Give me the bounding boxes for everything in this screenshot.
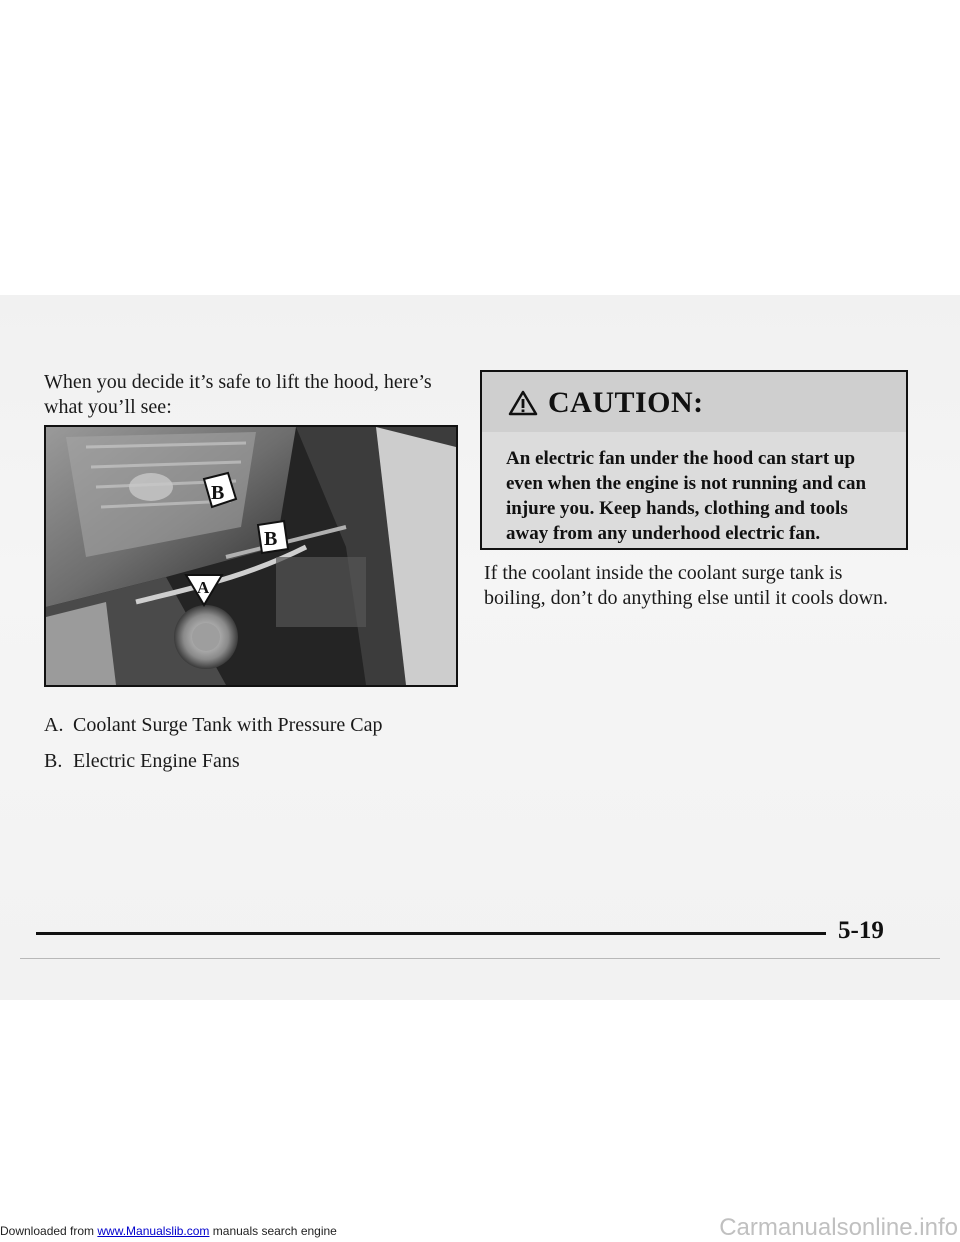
watermark: Carmanualsonline.info [719, 1214, 958, 1241]
photo-captions [44, 712, 464, 784]
coolant-boiling-text: If the coolant inside the coolant surge tank is boiling, don’t do anything else until it cools down. [484, 562, 889, 609]
warning-triangle-icon [508, 390, 538, 421]
caution-title: CAUTION: [548, 386, 704, 419]
engine-bay-photo [44, 425, 458, 687]
callout-b-upper-label: B [211, 482, 225, 504]
caution-box [480, 370, 908, 550]
caption-a-text: Coolant Surge Tank with Pressure Cap [73, 714, 383, 736]
page-edge-line [20, 958, 940, 959]
caption-a-letter: A. [44, 714, 64, 736]
caption-b [44, 748, 464, 774]
caption-b-letter: B. [44, 750, 63, 772]
caption-b-text: Electric Engine Fans [73, 750, 240, 772]
intro-text: When you decide it’s safe to lift the hood, here’s what you’ll see: [44, 371, 432, 418]
footer-prefix: Downloaded from [0, 1224, 98, 1238]
manualslib-link[interactable]: www.Manualslib.com [97, 1224, 210, 1238]
callout-b-lower-label: B [264, 528, 278, 550]
page-number: 5-19 [838, 917, 884, 944]
caution-body: An electric fan under the hood can start up even when the engine is not running and can injure you. Keep hands, clothing and tools away from any underhood electric fan. [506, 448, 867, 544]
callout-a-label: A [197, 578, 210, 597]
engine-bay-illustration [46, 427, 456, 685]
callout-b-lower [258, 521, 288, 553]
footer-rule [36, 932, 826, 935]
download-footer-text [0, 1224, 337, 1238]
caution-header [482, 372, 906, 432]
footer-suffix: manuals search engine [209, 1224, 337, 1238]
caption-a [44, 712, 464, 738]
